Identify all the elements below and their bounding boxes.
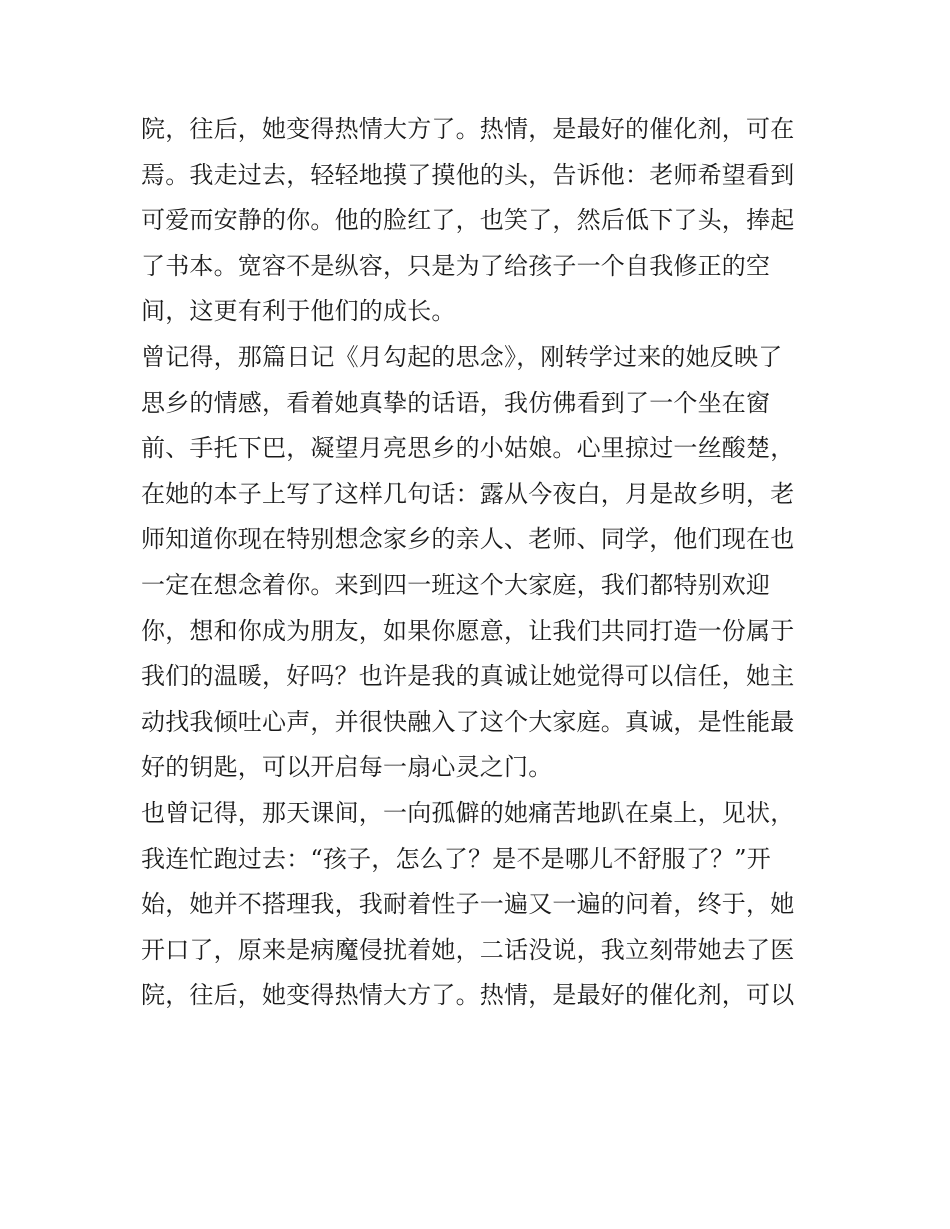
text-line: 动找我倾吐心声，并很快融入了这个大家庭。真诚，是性能最	[141, 707, 795, 736]
text-line: 我们的温暖，好吗？也许是我的真诚让她觉得可以信任，她主	[141, 662, 795, 691]
text-line: 焉。我走过去，轻轻地摸了摸他的头，告诉他：老师希望看到	[141, 160, 795, 189]
text-line: 思乡的情感，看着她真挚的话语，我仿佛看到了一个坐在窗	[141, 388, 771, 417]
text-line: 也曾记得，那天课间，一向孤僻的她痛苦地趴在桌上，见状，	[141, 798, 795, 827]
text-line: 院，往后，她变得热情大方了。热情，是最好的催化剂，可在	[141, 115, 795, 143]
text-line: 间，这更有利于他们的成长。	[141, 297, 456, 326]
text-body	[141, 107, 831, 1019]
text-line: 我连忙跑过去：“孩子，怎么了？是不是哪儿不舒服了？”开	[141, 844, 771, 873]
text-line: 始，她并不搭理我，我耐着性子一遍又一遍的问着，终于，她	[141, 890, 795, 919]
text-line: 在她的本子上写了这样几句话：露从今夜白，月是故乡明，老	[141, 479, 795, 508]
text-line: 好的钥匙，可以开启每一扇心灵之门。	[141, 753, 553, 782]
text-line: 你，想和你成为朋友，如果你愿意，让我们共同打造一份属于	[141, 616, 795, 645]
text-line: 了书本。宽容不是纵容，只是为了给孩子一个自我修正的空	[141, 251, 771, 280]
text-line: 开口了，原来是病魔侵扰着她，二话没说，我立刻带她去了医	[141, 935, 795, 964]
text-line: 院，往后，她变得热情大方了。热情，是最好的催化剂，可以	[141, 981, 795, 1010]
text-line: 前、手托下巴，凝望月亮思乡的小姑娘。心里掠过一丝酸楚，	[141, 434, 795, 463]
text-line: 师知道你现在特别想念家乡的亲人、老师、同学，他们现在也	[141, 525, 795, 554]
text-line: 可爱而安静的你。他的脸红了，也笑了，然后低下了头，捧起	[141, 206, 795, 235]
text-line: 一定在想念着你。来到四一班这个大家庭，我们都特别欢迎	[141, 570, 771, 599]
text-line: 曾记得，那篇日记《月勾起的思念》，刚转学过来的她反映了	[141, 342, 783, 371]
